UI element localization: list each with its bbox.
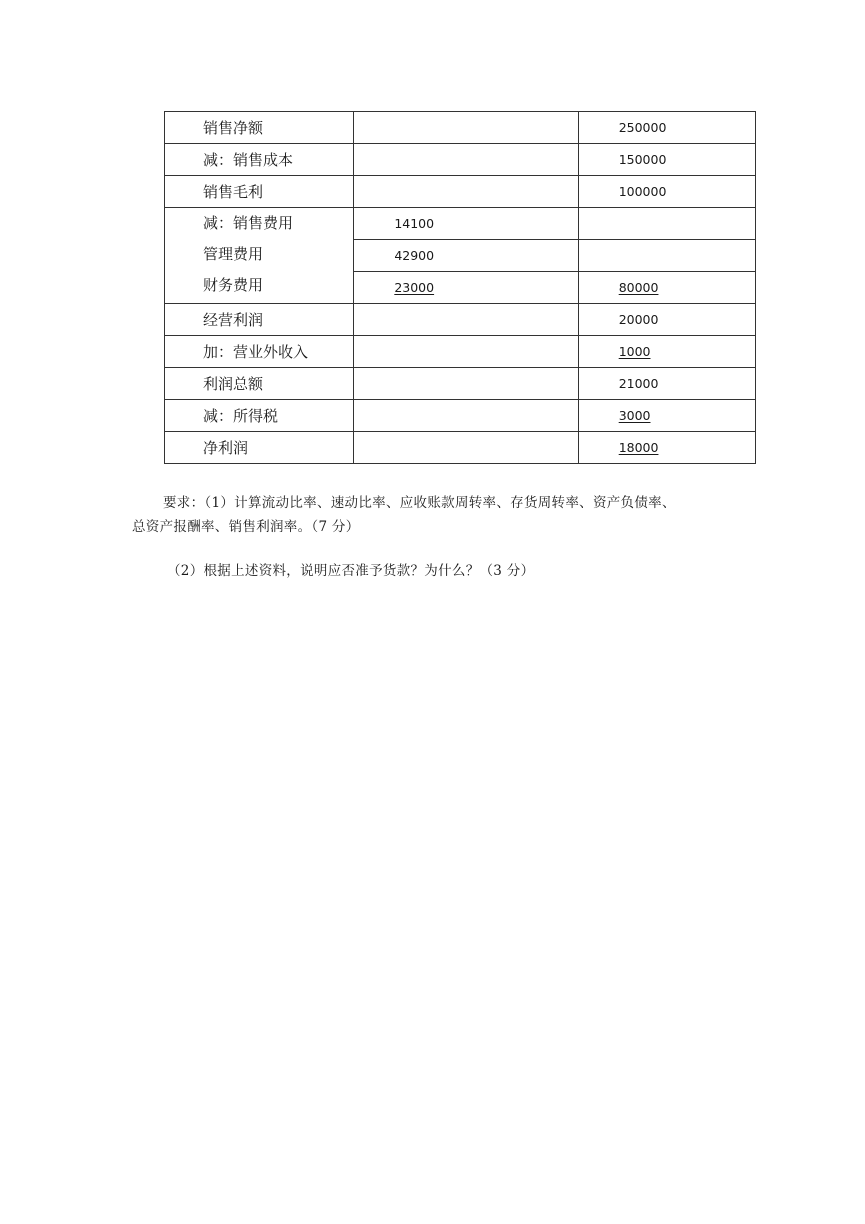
row-right-value: 150000 (578, 144, 755, 176)
requirement-paragraph-2 (132, 559, 757, 583)
row-label: 减：销售成本 (165, 144, 354, 176)
row-mid-value (354, 400, 578, 432)
table-row (165, 336, 756, 368)
underlined-value: 1000 (618, 344, 651, 359)
table-row (165, 176, 756, 208)
expense-right-value (578, 272, 755, 304)
expense-labels-cell (165, 208, 354, 304)
row-label: 利润总额 (165, 368, 354, 400)
row-label: 减：所得税 (165, 400, 354, 432)
table-row (165, 432, 756, 464)
row-right-value: 21000 (578, 368, 755, 400)
row-right-value: 20000 (578, 304, 755, 336)
table-row (165, 112, 756, 144)
row-mid-value (354, 432, 578, 464)
row-mid-value (354, 176, 578, 208)
expense-right-value (578, 208, 755, 240)
requirement-paragraph-1 (132, 491, 742, 539)
table-row (165, 400, 756, 432)
expense-mid-value (354, 272, 578, 304)
expense-label: 管理费用 (203, 245, 264, 263)
row-mid-value (354, 304, 578, 336)
table-row (165, 208, 756, 240)
underlined-value: 18000 (618, 440, 659, 455)
requirement-line: 总资产报酬率、销售利润率。（7 分） (132, 519, 360, 535)
requirement-line: 要求：（1）计算流动比率、速动比率、应收账款周转率、存货周转率、资产负债率、 (163, 495, 676, 511)
row-right-value (578, 400, 755, 432)
underlined-value: 3000 (618, 408, 651, 423)
row-right-value: 100000 (578, 176, 755, 208)
expense-label: 减：销售费用 (203, 214, 294, 232)
row-mid-value (354, 112, 578, 144)
table-row (165, 144, 756, 176)
expense-mid-value: 42900 (354, 240, 578, 272)
underlined-value: 80000 (618, 280, 659, 295)
underlined-value: 23000 (394, 280, 435, 295)
requirement-line: （2）根据上述资料，说明应否准予货款？为什么？（3 分） (167, 563, 535, 579)
income-statement-table (164, 111, 756, 464)
row-right-value: 250000 (578, 112, 755, 144)
row-mid-value (354, 144, 578, 176)
row-label: 净利润 (165, 432, 354, 464)
expense-label: 财务费用 (203, 276, 264, 294)
table-row (165, 368, 756, 400)
expense-mid-value: 14100 (354, 208, 578, 240)
expense-right-value (578, 240, 755, 272)
row-right-value (578, 336, 755, 368)
row-label: 加：营业外收入 (165, 336, 354, 368)
row-label: 销售净额 (165, 112, 354, 144)
row-right-value (578, 432, 755, 464)
row-mid-value (354, 336, 578, 368)
table-row (165, 304, 756, 336)
row-label: 销售毛利 (165, 176, 354, 208)
row-label: 经营利润 (165, 304, 354, 336)
row-mid-value (354, 368, 578, 400)
